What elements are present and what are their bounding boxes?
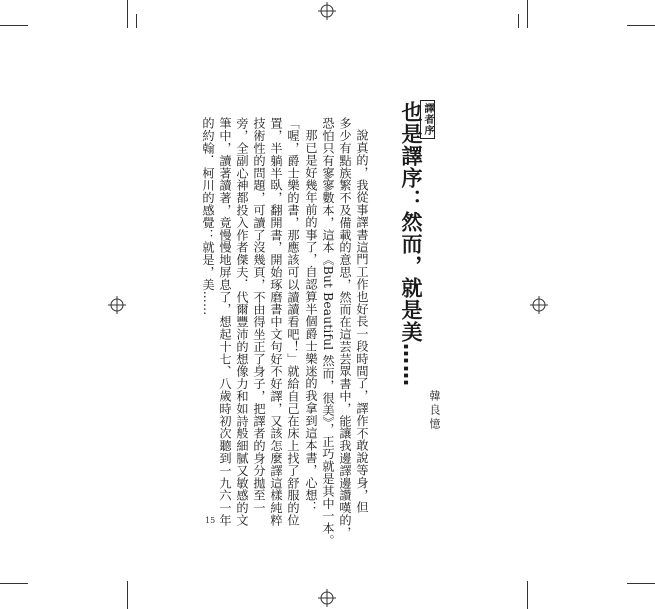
body-line: 多少有點族繁不及備載的意思，然而在這芸芸眾書中，能讓我邊譯邊讚嘆的， xyxy=(338,117,352,539)
crop-mark xyxy=(527,0,528,28)
crop-mark xyxy=(136,14,137,28)
crop-mark xyxy=(0,583,28,584)
crop-mark xyxy=(127,581,128,609)
crop-mark xyxy=(518,14,519,28)
body-line: 筆中，讀著讀著，竟慢慢地屏息了，想起十七、八歲時初次聽到一九六一年 xyxy=(218,117,232,527)
crop-mark xyxy=(627,25,655,26)
body-line: 的約翰．柯川的感覺：就是，美…… xyxy=(201,117,215,316)
registration-mark-icon xyxy=(318,589,336,607)
registration-mark-icon xyxy=(530,296,548,314)
body-line: 「喔，爵士樂的書，那應該可以讀讀看吧！」就給自己在床上找了舒服的位 xyxy=(286,117,300,527)
page-number: 15 xyxy=(205,516,216,525)
crop-mark xyxy=(627,583,655,584)
section-tag-label: 譯者序 xyxy=(420,100,435,139)
body-line: 說真的，我從事譯書這門工作也好長一段時間了，譯作不敢說等身，但 xyxy=(355,129,369,514)
body-line: 技術性的問題，可讀了沒幾頁，不由得坐正了身子，把譯者的身分拋至一 xyxy=(252,117,266,514)
crop-mark xyxy=(527,581,528,609)
crop-mark xyxy=(127,0,128,28)
registration-mark-icon xyxy=(318,2,336,20)
page-title: 也是譯序：然而，就是美…… xyxy=(399,101,423,387)
body-line: 旁，全副心神都投入作者傑夫．代爾豐沛的想像力和如詩般細膩又敏感的文 xyxy=(235,117,249,527)
author-name: 韓良憶 xyxy=(428,390,441,432)
crop-mark xyxy=(0,25,28,26)
body-line: 恐怕只有寥寥數本，這本《But Beautiful 然而，很美》，正巧就是其中一本。 xyxy=(321,117,335,547)
body-line: 那已是好幾年前的事了，自認算半個爵士樂迷的我拿到這本書，心想： xyxy=(304,129,318,514)
registration-mark-icon xyxy=(108,296,126,314)
body-line: 置，半躺半臥，翻開書，開始琢磨書中文句好不好譯，又該怎麼譯這樣純粹 xyxy=(269,117,283,527)
